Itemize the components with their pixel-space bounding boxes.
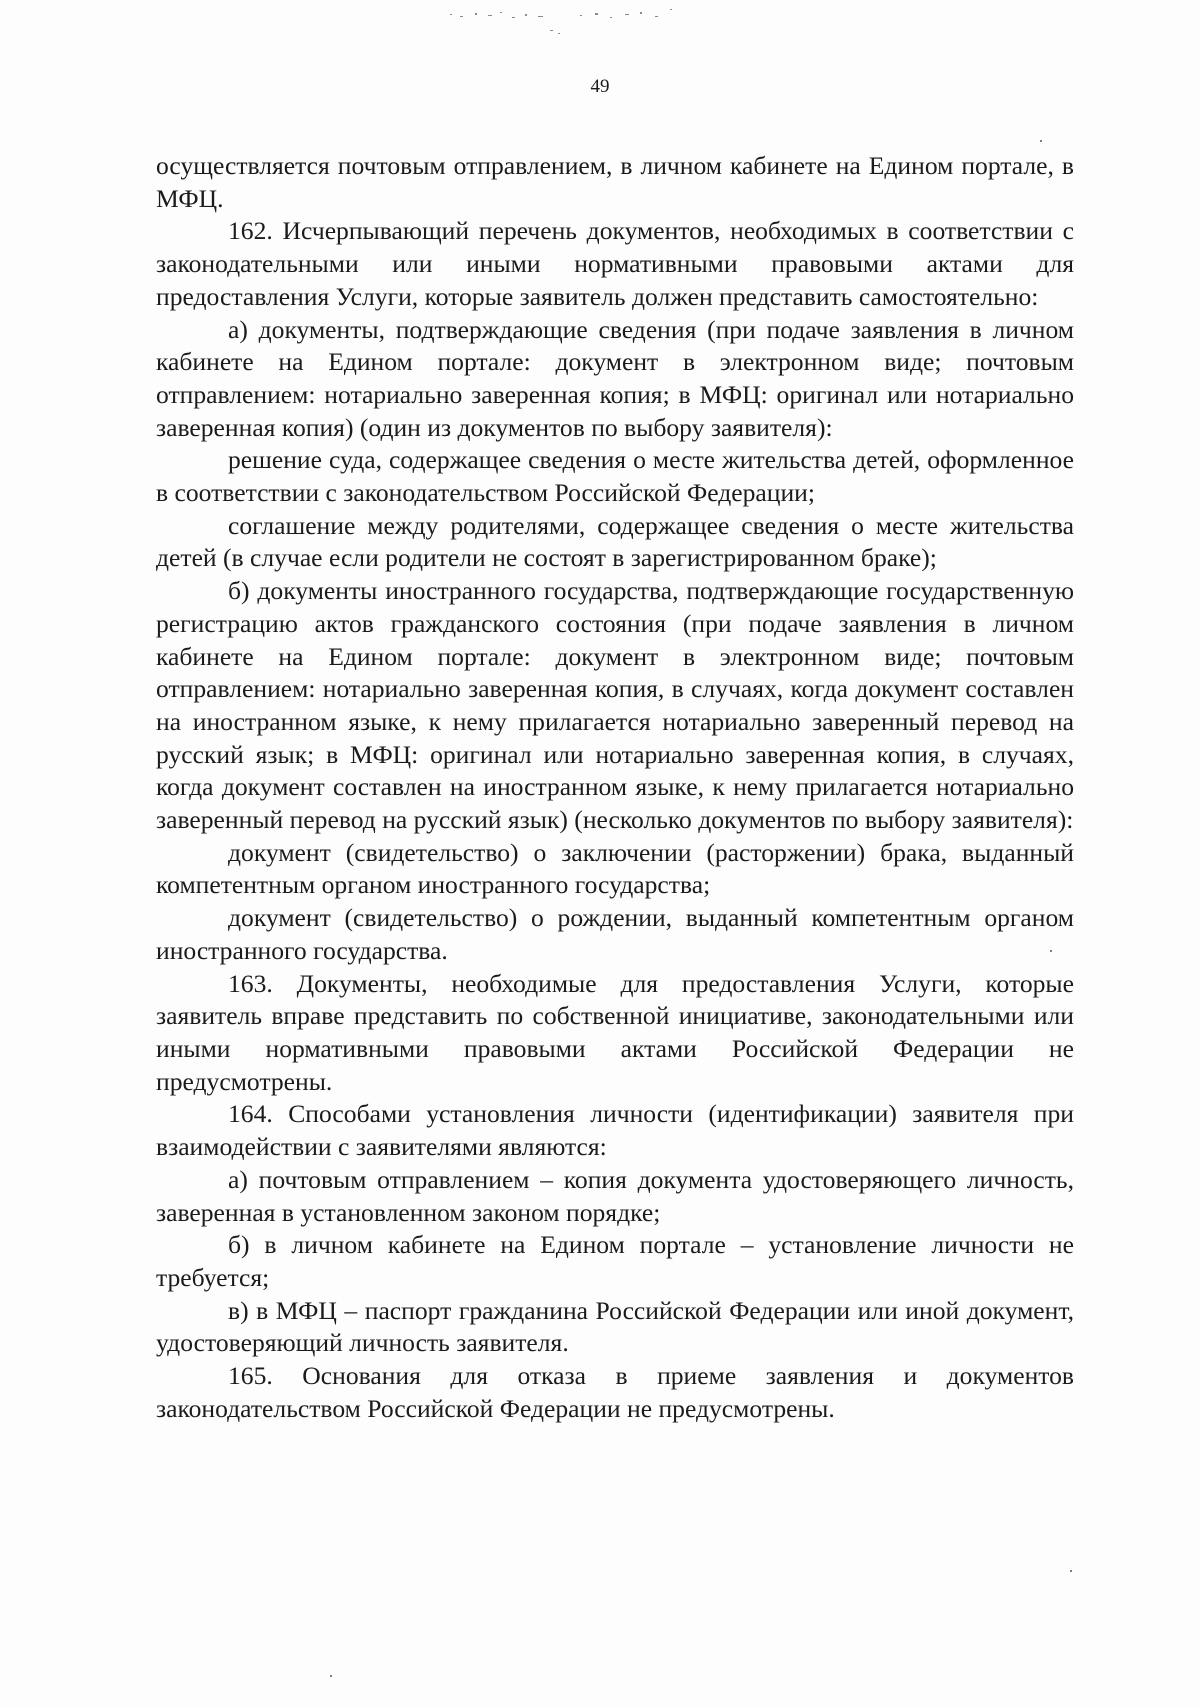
scan-speck <box>1050 950 1052 952</box>
paragraph-164: 164. Способами установления личности (идентификации) заявителя при взаимодействии с заявителями являются: <box>156 1099 1074 1162</box>
scan-speck <box>330 1675 332 1677</box>
list-item: документ (свидетельство) о заключении (расторжении) брака, выданный компетентным органом иностранного государства; <box>156 837 1074 900</box>
scan-speck <box>1070 1570 1072 1572</box>
page-number: 49 <box>590 76 610 97</box>
document-body <box>156 150 1074 1425</box>
list-item: в) в МФЦ – паспорт гражданина Российской Федерации или иной документ, удостоверяющий личность заявителя. <box>156 1295 1074 1358</box>
scan-speck <box>1040 140 1042 142</box>
scan-artifact <box>430 0 760 48</box>
paragraph: осуществляется почтовым отправлением, в личном кабинете на Едином портале, в МФЦ. <box>156 151 1074 213</box>
paragraph-162b: б) документы иностранного государства, подтверждающие государственную регистрацию актов гражданского состояния (при подаче заявления в личном кабинете на Едином портале: документ в электронном виде; почтовым отправлением: нотариально заверенная копия, в случаях, когда документ составлен на иностранном языке, к нему прилагается нотариально заверенный перевод на русский язык; в МФЦ: оригинал или нотариально заверенная копия, в случаях, когда документ составлен на иностранном языке, к нему прилагается нотариально заверенный перевод на русский язык) (несколько документов по выбору заявителя): <box>156 576 1074 835</box>
list-item: соглашение между родителями, содержащее сведения о месте жительства детей (в случае если родители не состоят в зарегистрированном браке); <box>156 510 1074 573</box>
paragraph-165: 165. Основания для отказа в приеме заявления и документов законодательством Российской Федерации не предусмотрены. <box>156 1361 1074 1423</box>
paragraph-162a: а) документы, подтверждающие сведения (при подаче заявления в личном кабинете на Едином портале: документ в электронном виде; почтовым отправлением: нотариально заверенная копия; в МФЦ: оригинал или нотариально заверенная копия) (один из документов по выбору заявителя): <box>156 314 1074 442</box>
list-item: решение суда, содержащее сведения о месте жительства детей, оформленное в соответствии с законодательством Российской Федерации; <box>156 445 1074 508</box>
paragraph-162: 162. Исчерпывающий перечень документов, необходимых в соответствии с законодательными или иными нормативными правовыми актами для предоставления Услуги, которые заявитель должен представить самостоятельно: <box>156 216 1074 311</box>
list-item: документ (свидетельство) о рождении, выданный компетентным органом иностранного государства. <box>156 903 1074 965</box>
list-item: а) почтовым отправлением – копия документа удостоверяющего личность, заверенная в установленном законом порядке; <box>156 1164 1074 1227</box>
list-item: б) в личном кабинете на Едином портале – установление личности не требуется; <box>156 1230 1074 1292</box>
paragraph-163: 163. Документы, необходимые для предоставления Услуги, которые заявитель вправе представить по собственной инициативе, законодательными или иными нормативными правовыми актами Российской Федерации не предусмотрены. <box>156 968 1074 1096</box>
